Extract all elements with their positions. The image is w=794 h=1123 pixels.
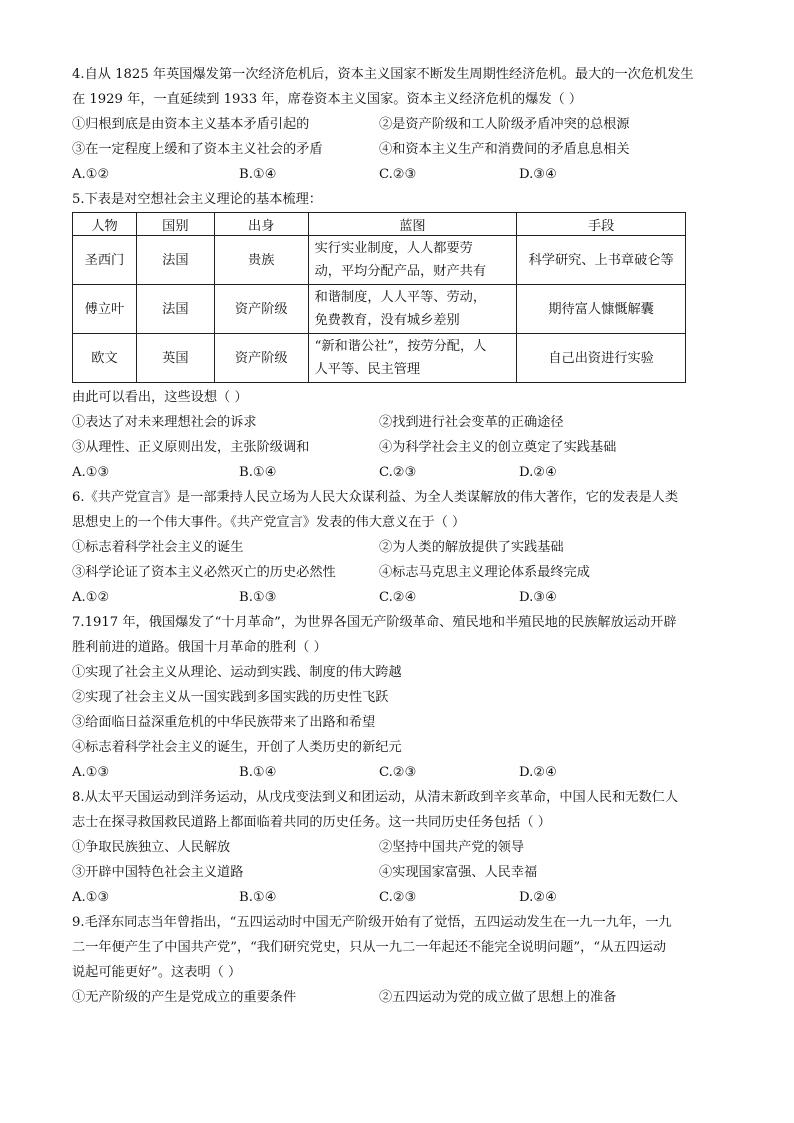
q7-option-b[interactable]: B.①④ <box>239 765 277 780</box>
q9-stem-line-2: 二一年便产生了中国共产党”，“我们研究党史，只从一九二一年起还不能完全说明问题”，“从五四运动 <box>72 940 667 955</box>
q4-statement-4: ④和资本主义生产和消费间的矛盾息息相关 <box>379 142 630 157</box>
cell-origin: 资产阶级 <box>214 285 308 334</box>
cell-person: 欧文 <box>73 334 137 383</box>
cell-blueprint <box>308 285 517 334</box>
q6-statements-row-2 <box>72 560 722 585</box>
q7-statement-4: ④标志着科学社会主义的诞生，开创了人类历史的新纪元 <box>72 740 402 755</box>
cell-country: 法国 <box>136 285 214 334</box>
q7-stem-line-1: 7.1917 年，俄国爆发了“十月革命”，为世界各国无产阶级革命、殖民地和半殖民地的民族解放运动开辟 <box>72 615 677 630</box>
q6-statement-2: ②为人类的解放提供了实践基础 <box>379 540 564 555</box>
q4-option-d[interactable]: D.③④ <box>519 167 557 182</box>
q4-stem-line-2: 在 1929 年，一直延续到 1933 年，席卷资本主义国家。资本主义经济危机的爆发（ ） <box>72 92 583 107</box>
q9-statements-row-1 <box>72 985 722 1010</box>
cell-means: 期待富人慷慨解囊 <box>517 285 686 334</box>
q8-stem-line-1: 8.从太平天国运动到洋务运动，从戊戌变法到义和团运动，从清末新政到辛亥革命，中国人民和无数仁人 <box>72 790 679 805</box>
q5-statements-row-1 <box>72 410 722 435</box>
q4-statements-row-2 <box>72 137 722 162</box>
q5-statement-1: ①表达了对未来理想社会的诉求 <box>72 415 257 430</box>
blueprint-line-2: 动，平均分配产品，财产共有 <box>314 264 487 279</box>
cell-blueprint <box>308 236 517 285</box>
q8-options <box>72 885 722 910</box>
q8-statement-2: ②坚持中国共产党的领导 <box>379 840 525 855</box>
utopian-socialism-table <box>72 212 686 383</box>
q4-stem-line-1: 4.自从 1825 年英国爆发第一次经济危机后，资本主义国家不断发生周期性经济危机。最大的一次危机发生 <box>72 67 694 82</box>
cell-person: 圣西门 <box>73 236 137 285</box>
header-person: 人物 <box>73 213 137 236</box>
header-blueprint: 蓝图 <box>308 213 517 236</box>
q8-option-d[interactable]: D.②④ <box>519 890 557 905</box>
q8-statement-4: ④实现国家富强、人民幸福 <box>379 865 538 880</box>
q7-option-d[interactable]: D.②④ <box>519 765 557 780</box>
blueprint-line-1: “新和谐公社”，按劳分配，人 <box>314 339 487 354</box>
cell-country: 英国 <box>136 334 214 383</box>
blueprint-line-2: 人平等、民主管理 <box>314 362 421 377</box>
q9-statement-1: ①无产阶级的产生是党成立的重要条件 <box>72 990 297 1005</box>
cell-person: 傅立叶 <box>73 285 137 334</box>
exam-page <box>72 62 722 1010</box>
cell-means: 自己出资进行实验 <box>517 334 686 383</box>
q6-option-b[interactable]: B.①③ <box>239 590 277 605</box>
q8-statements-row-1 <box>72 835 722 860</box>
q8-option-c[interactable]: C.②③ <box>379 890 417 905</box>
q7-options <box>72 760 722 785</box>
q5-options <box>72 460 722 485</box>
q6-stem-line-2: 思想史上的一个伟大事件。《共产党宣言》发表的伟大意义在于（ ） <box>72 515 466 530</box>
q9-stem-line-1: 9.毛泽东同志当年曾指出，“五四运动时中国无产阶级开始有了觉悟，五四运动发生在一九一九年，一九 <box>72 915 672 930</box>
q4-statement-3: ③在一定程度上缓和了资本主义社会的矛盾 <box>72 142 323 157</box>
q7-statement-3: ③给面临日益深重危机的中华民族带来了出路和希望 <box>72 715 376 730</box>
q5-option-b[interactable]: B.①④ <box>239 465 277 480</box>
q6-option-a[interactable]: A.①② <box>72 590 110 605</box>
q5-option-a[interactable]: A.①③ <box>72 465 110 480</box>
table-row <box>73 236 686 285</box>
q6-options <box>72 585 722 610</box>
cell-country: 法国 <box>136 236 214 285</box>
q7-option-c[interactable]: C.②③ <box>379 765 417 780</box>
q5-statement-4: ④为科学社会主义的创立奠定了实践基础 <box>379 440 617 455</box>
cell-blueprint <box>308 334 517 383</box>
q4-statements-row-1 <box>72 112 722 137</box>
q7-statement-2: ②实现了社会主义从一国实践到多国实践的历史性飞跃 <box>72 690 389 705</box>
q5-stem: 5.下表是对空想社会主义理论的基本梳理： <box>72 192 322 207</box>
q4-option-c[interactable]: C.②③ <box>379 167 417 182</box>
q4-option-b[interactable]: B.①④ <box>239 167 277 182</box>
q7-option-a[interactable]: A.①③ <box>72 765 110 780</box>
blueprint-line-1: 和谐制度，人人平等、劳动， <box>314 290 487 305</box>
header-means: 手段 <box>517 213 686 236</box>
q8-option-b[interactable]: B.①④ <box>239 890 277 905</box>
table-header-row <box>73 213 686 236</box>
q6-statement-4: ④标志马克思主义理论体系最终完成 <box>379 565 590 580</box>
q5-option-c[interactable]: C.②③ <box>379 465 417 480</box>
header-country: 国别 <box>136 213 214 236</box>
q5-after-text: 由此可以看出，这些设想（ ） <box>72 390 248 405</box>
q9-statement-2: ②五四运动为党的成立做了思想上的准备 <box>379 990 617 1005</box>
q5-statement-3: ③从理性、正义原则出发，主张阶级调和 <box>72 440 310 455</box>
q4-options <box>72 162 722 187</box>
table-row <box>73 285 686 334</box>
q6-option-c[interactable]: C.②④ <box>379 590 417 605</box>
q5-option-d[interactable]: D.②④ <box>519 465 557 480</box>
q7-stem-line-2: 胜利前进的道路。俄国十月革命的胜利（ ） <box>72 640 327 655</box>
q8-stem-line-2: 志士在探寻救国救民道路上都面临着共同的历史任务。这一共同历史任务包括（ ） <box>72 815 551 830</box>
q6-option-d[interactable]: D.③④ <box>519 590 557 605</box>
q7-statement-1: ①实现了社会主义从理论、运动到实践、制度的伟大跨越 <box>72 665 402 680</box>
q8-statement-1: ①争取民族独立、人民解放 <box>72 840 231 855</box>
q6-statement-1: ①标志着科学社会主义的诞生 <box>72 540 244 555</box>
q9-stem-line-3: 说起可能更好”。这表明（ ） <box>72 965 242 980</box>
q5-statement-2: ②找到进行社会变革的正确途径 <box>379 415 564 430</box>
q6-statement-3: ③科学论证了资本主义必然灭亡的历史必然性 <box>72 565 336 580</box>
q6-statements-row-1 <box>72 535 722 560</box>
table-row <box>73 334 686 383</box>
q5-statements-row-2 <box>72 435 722 460</box>
header-origin: 出身 <box>214 213 308 236</box>
cell-origin: 贵族 <box>214 236 308 285</box>
q8-statement-3: ③开辟中国特色社会主义道路 <box>72 865 244 880</box>
q8-option-a[interactable]: A.①③ <box>72 890 110 905</box>
q6-stem-line-1: 6.《共产党宣言》是一部秉持人民立场为人民大众谋利益、为全人类谋解放的伟大著作，它的发表是人类 <box>72 490 679 505</box>
q4-statement-2: ②是资产阶级和工人阶级矛盾冲突的总根源 <box>379 117 630 132</box>
cell-origin: 资产阶级 <box>214 334 308 383</box>
q4-statement-1: ①归根到底是由资本主义基本矛盾引起的 <box>72 117 310 132</box>
q8-statements-row-2 <box>72 860 722 885</box>
blueprint-line-2: 免费教育，没有城乡差别 <box>314 313 460 328</box>
blueprint-line-1: 实行实业制度，人人都要劳 <box>314 241 473 256</box>
q4-option-a[interactable]: A.①② <box>72 167 110 182</box>
cell-means: 科学研究、上书章破仑等 <box>517 236 686 285</box>
